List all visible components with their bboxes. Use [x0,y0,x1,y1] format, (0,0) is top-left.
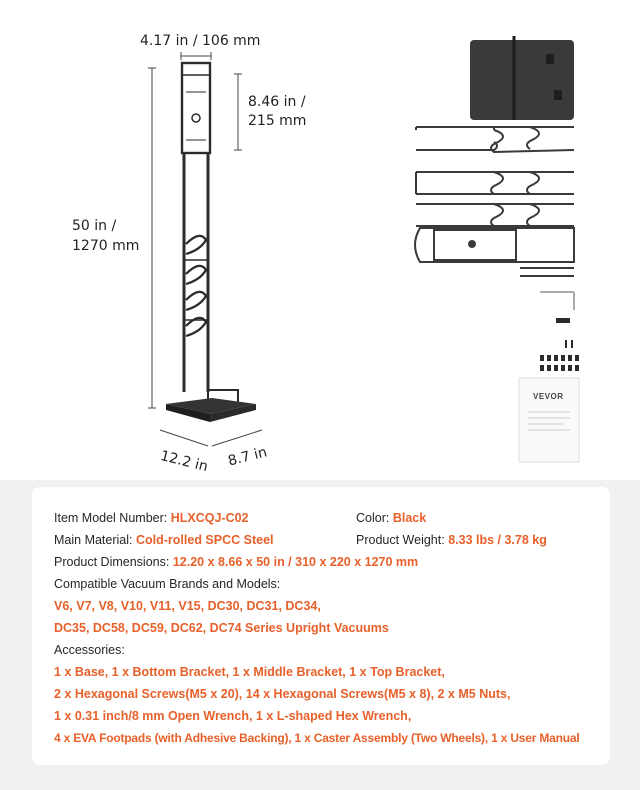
compatible-models-line-2: DC35, DC58, DC59, DC62, DC74 Series Upright Vacuums [54,621,389,635]
total-height-label-line2: 1270 mm [72,238,140,254]
weight-row [356,531,547,549]
total-height-label-line1: 50 in / [72,218,117,234]
manual-brand-logo: VEVOR [533,392,564,401]
compatible-models-line-1: V6, V7, V8, V10, V11, V15, DC30, DC31, DC34, [54,599,321,613]
weight-value: 8.33 lbs / 3.78 kg [448,533,547,547]
color-label: Color: [356,511,393,525]
accessories-line-2: 2 x Hexagonal Screws(M5 x 20), 14 x Hexagonal Screws(M5 x 8), 2 x M5 Nuts, [54,687,511,701]
item-model-label: Item Model Number: [54,511,171,525]
top-height-label-line1: 8.46 in / [248,94,306,110]
weight-label: Product Weight: [356,533,449,547]
material-value: Cold-rolled SPCC Steel [135,533,274,547]
top-height-label-line2: 215 mm [248,113,307,129]
product-dimensions-label: Product Dimensions: [54,555,173,569]
item-model-row [54,509,249,527]
accessories-line-1: 1 x Base, 1 x Bottom Bracket, 1 x Middle Bracket, 1 x Top Bracket, [54,665,445,679]
color-row [356,509,426,527]
width-dimension-label: 4.17 in / 106 mm [140,33,261,49]
product-dimensions-row [54,553,418,571]
item-model-value: HLXCQJ-C02 [170,511,249,525]
base-width-dimension-label: 8.7 in [226,444,269,470]
accessories-line-4: 4 x EVA Footpads (with Adhesive Backing), 1 x Caster Assembly (Two Wheels), 1 x User Manual [54,731,580,745]
accessories-line-3: 1 x 0.31 inch/8 mm Open Wrench, 1 x L-shaped Hex Wrench, [54,709,412,723]
compatible-label: Compatible Vacuum Brands and Models: [54,577,281,591]
depth-dimension-label: 12.2 in [158,447,210,476]
specification-card [32,487,610,765]
product-dimensions-value: 12.20 x 8.66 x 50 in / 310 x 220 x 1270 mm [172,555,419,569]
material-label: Main Material: [54,533,136,547]
accessories-label: Accessories: [54,643,125,657]
material-row [54,531,274,549]
color-value: Black [392,511,427,525]
